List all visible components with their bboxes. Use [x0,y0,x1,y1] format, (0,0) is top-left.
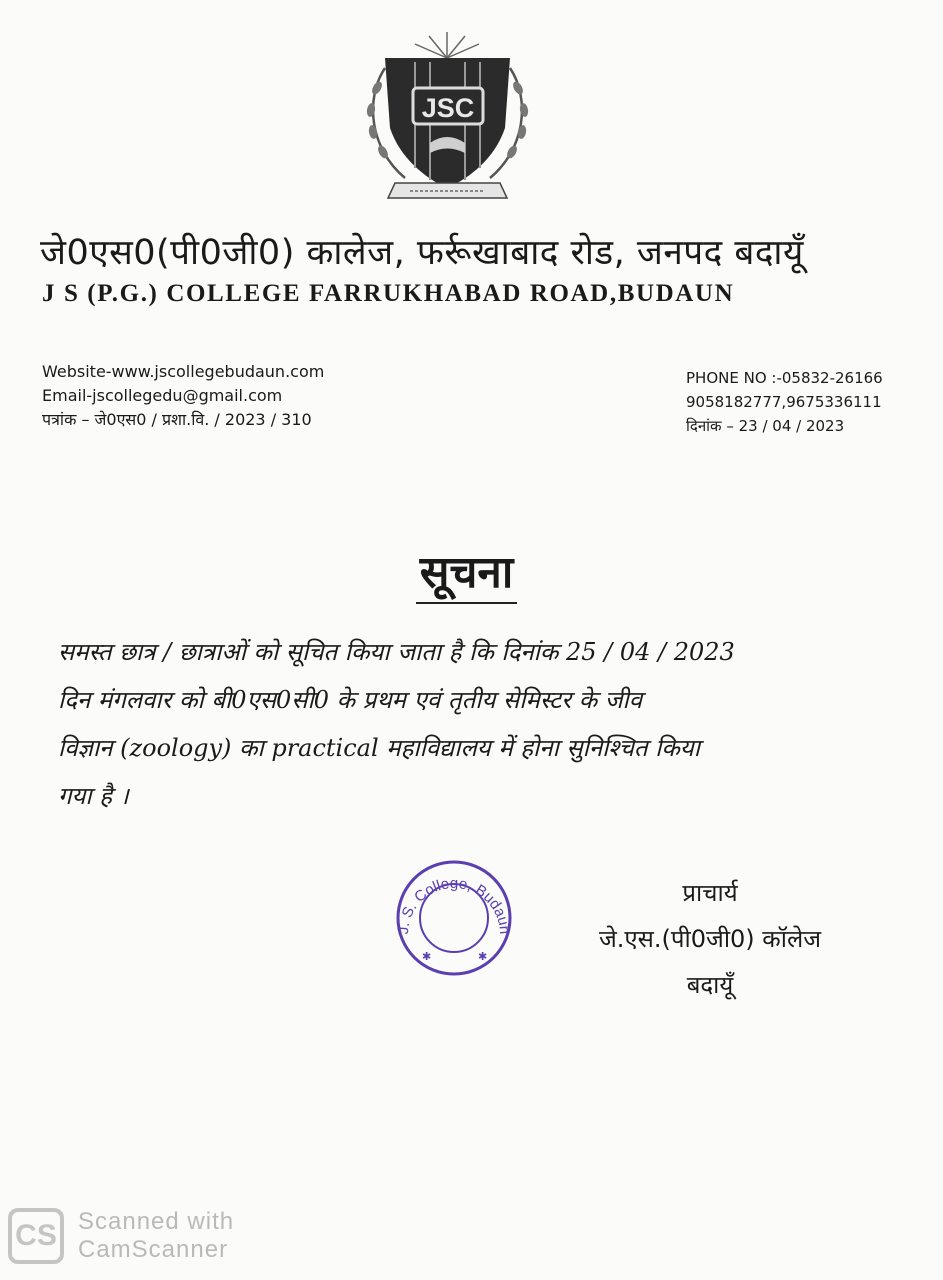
svg-text:JSC: JSC [421,93,475,123]
notice-line: समस्त छात्र / छात्राओं को सूचित किया जाता है कि दिनांक 25 / 04 / 2023 [58,638,735,666]
mobile-numbers: 9058182777,9675336111 [686,393,882,411]
college-logo [355,28,540,208]
watermark-line-1: Scanned with [78,1208,235,1235]
notice-heading-text: सूचना [416,540,518,604]
stamp-star-icon: ✱ [422,950,432,963]
website-text: Website-www.jscollegebudaun.com [42,362,325,381]
issue-date: दिनांक – 23 / 04 / 2023 [686,417,845,435]
signatory-place: बदायूँ [686,971,734,999]
notice-heading [0,540,943,604]
notice-body [58,628,858,820]
college-name-hindi: जे0एस0(पी0जी0) कालेज, फर्रूखाबाद रोड, जनपद बदायूँ [40,233,804,273]
camscanner-watermark [8,1208,234,1264]
reference-number: पत्रांक – जे0एस0 / प्रशा.वि. / 2023 / 310 [42,410,312,429]
college-stamp [388,856,520,976]
contact-left-block [42,360,324,432]
contact-right-block [686,366,883,438]
notice-line: विज्ञान (zoology) का practical महाविद्यालय में होना सुनिश्चित किया [58,734,700,762]
signatory-designation: प्राचार्य [682,879,738,907]
signature-block [560,870,860,1008]
email-text: Email-jscollegedu@gmail.com [42,386,283,405]
signatory-institution: जे.एस.(पी0जी0) कॉलेज [598,925,822,953]
college-name-english: J S (P.G.) COLLEGE FARRUKHABAD ROAD,BUDAUN [42,280,735,307]
notice-line: गया है । [58,782,129,810]
watermark-line-2: CamScanner [78,1236,229,1263]
notice-line: दिन मंगलवार को बी0एस0सी0 के प्रथम एवं तृतीय सेमिस्टर के जीव [58,686,643,714]
svg-text:J. S. College, Budaun: J. S. College, Budaun [394,875,514,935]
camscanner-logo-icon: CS [8,1208,64,1264]
stamp-star-icon: ✱ [478,950,488,963]
phone-text: PHONE NO :-05832-26166 [686,369,883,387]
